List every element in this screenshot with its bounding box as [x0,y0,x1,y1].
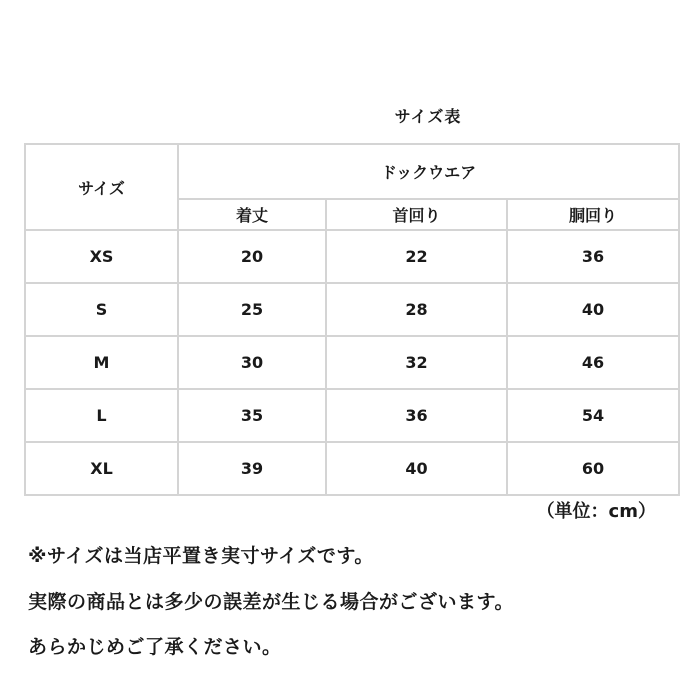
header-row [25,144,679,199]
table-row [25,336,679,389]
unit-note: （単位：cm） [536,501,656,522]
column-header-chest: 胴回り [507,199,679,230]
neck-value: 32 [326,336,507,389]
neck-value: 22 [326,230,507,283]
table-row [25,389,679,442]
length-value: 20 [178,230,326,283]
note-line: あらかじめご了承ください。 [28,636,282,658]
length-value: 39 [178,442,326,495]
length-value: 35 [178,389,326,442]
length-value: 30 [178,336,326,389]
size-label: XL [25,442,178,495]
column-header-neck: 首回り [326,199,507,230]
size-label: S [25,283,178,336]
size-label: L [25,389,178,442]
size-column-header: サイズ [25,144,178,230]
note-line: 実際の商品とは多少の誤差が生じる場合がございます。 [28,591,514,613]
chest-value: 46 [507,336,679,389]
size-label: M [25,336,178,389]
table-row [25,283,679,336]
length-value: 25 [178,283,326,336]
chest-value: 60 [507,442,679,495]
table-title: サイズ表 [394,107,462,126]
table-row [25,442,679,495]
size-label: XS [25,230,178,283]
neck-value: 28 [326,283,507,336]
column-header-length: 着丈 [178,199,326,230]
chest-value: 36 [507,230,679,283]
neck-value: 36 [326,389,507,442]
size-table [24,143,680,496]
neck-value: 40 [326,442,507,495]
chest-value: 40 [507,283,679,336]
dogwear-group-header: ドックウエア [178,144,679,199]
table-row [25,230,679,283]
note-line: ※サイズは当店平置き実寸サイズです。 [28,545,374,567]
chest-value: 54 [507,389,679,442]
